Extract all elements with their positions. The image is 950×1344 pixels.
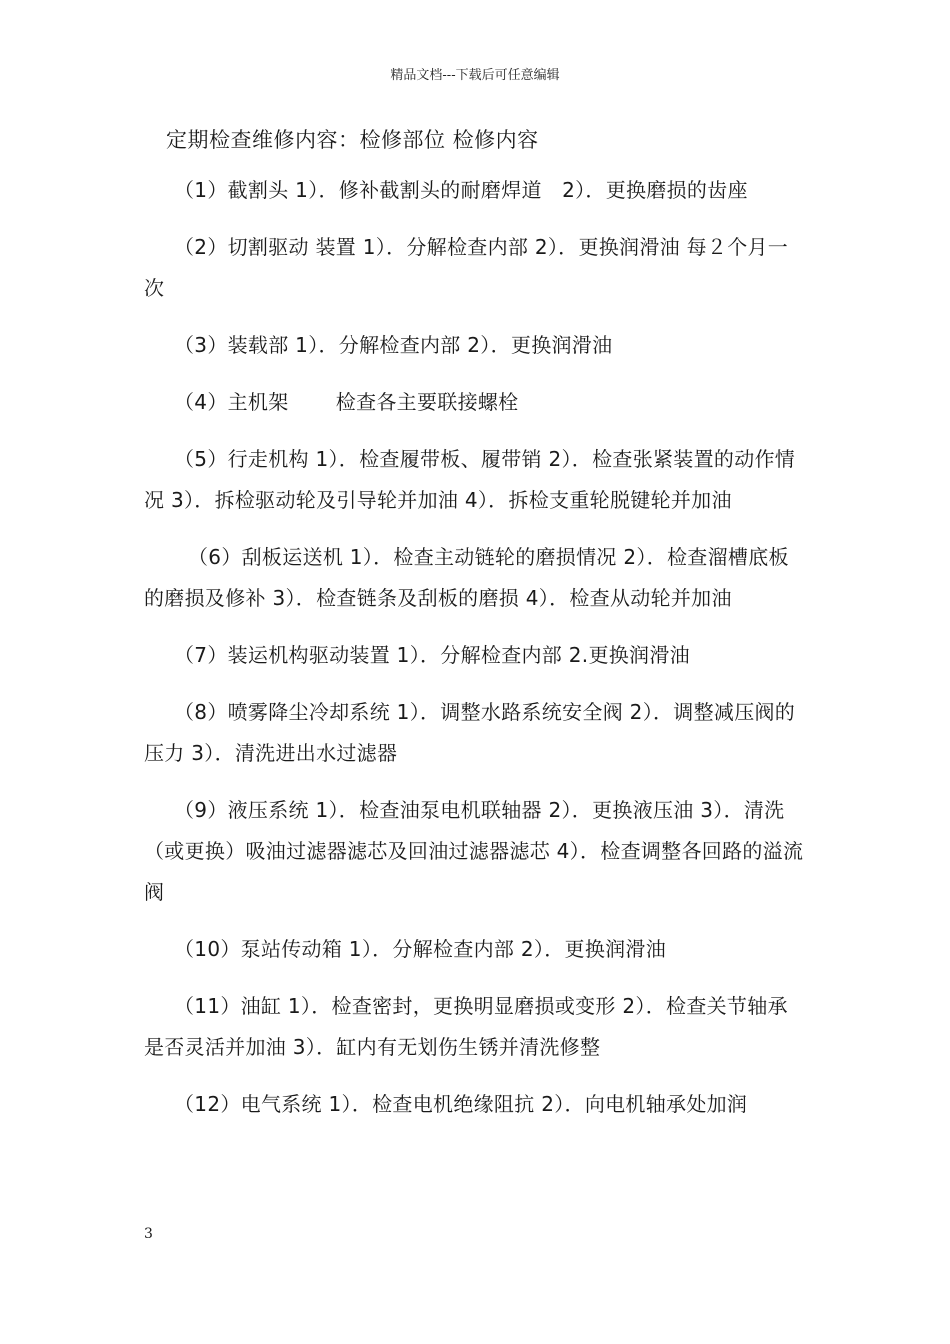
list-item: （7）装运机构驱动装置 1）．分解检查内部 2.更换润滑油 [174, 643, 690, 667]
list-item: （9）液压系统 1）．检查油泵电机联轴器 2）．更换液压油 3）．清洗（或更换）吸油过滤器滤芯及回油过滤器滤芯 4）．检查调整各回路的溢流阀 [144, 798, 804, 904]
list-item: （3）装载部 1）．分解检查内部 2）．更换润滑油 [174, 333, 613, 357]
list-item: （8）喷雾降尘冷却系统 1）．调整水路系统安全阀 2）．调整减压阀的压力 3）．清洗进出水过滤器 [144, 700, 796, 765]
list-item: （11）油缸 1）．检查密封，更换明显磨损或变形 2）．检查关节轴承是否灵活并加油 3）．缸内有无划伤生锈并清洗修整 [144, 994, 788, 1059]
list-item: （5）行走机构 1）．检查履带板、履带销 2）．检查张紧装置的动作情况 3）．拆检驱动轮及引导轮并加油 4）．拆检支重轮脱键轮并加油 [144, 447, 796, 512]
list-item: （12）电气系统 1）．检查电机绝缘阻抗 2）．向电机轴承处加润 [174, 1092, 748, 1116]
list-item: （4）主机架 检查各主要联接螺栓 [174, 390, 519, 414]
list-item: （2）切割驱动 装置 1）．分解检查内部 2）．更换润滑油 每２个月一次 [144, 235, 789, 300]
list-item: （6）刮板运送机 1）．检查主动链轮的磨损情况 2）．检查溜槽底板的磨损及修补 3）．检查链条及刮板的磨损 4）．检查从动轮并加油 [144, 545, 789, 610]
section-heading: 定期检查维修内容：检修部位 检修内容 [166, 128, 539, 152]
document-body [144, 170, 808, 1141]
page-number: 3 [144, 1226, 153, 1242]
list-item: （1）截割头 1）．修补截割头的耐磨焊道 2）．更换磨损的齿座 [174, 178, 748, 202]
list-item: （10）泵站传动箱 1）．分解检查内部 2）．更换润滑油 [174, 937, 667, 961]
page-header: 精品文档---下载后可任意编辑 [390, 68, 560, 83]
